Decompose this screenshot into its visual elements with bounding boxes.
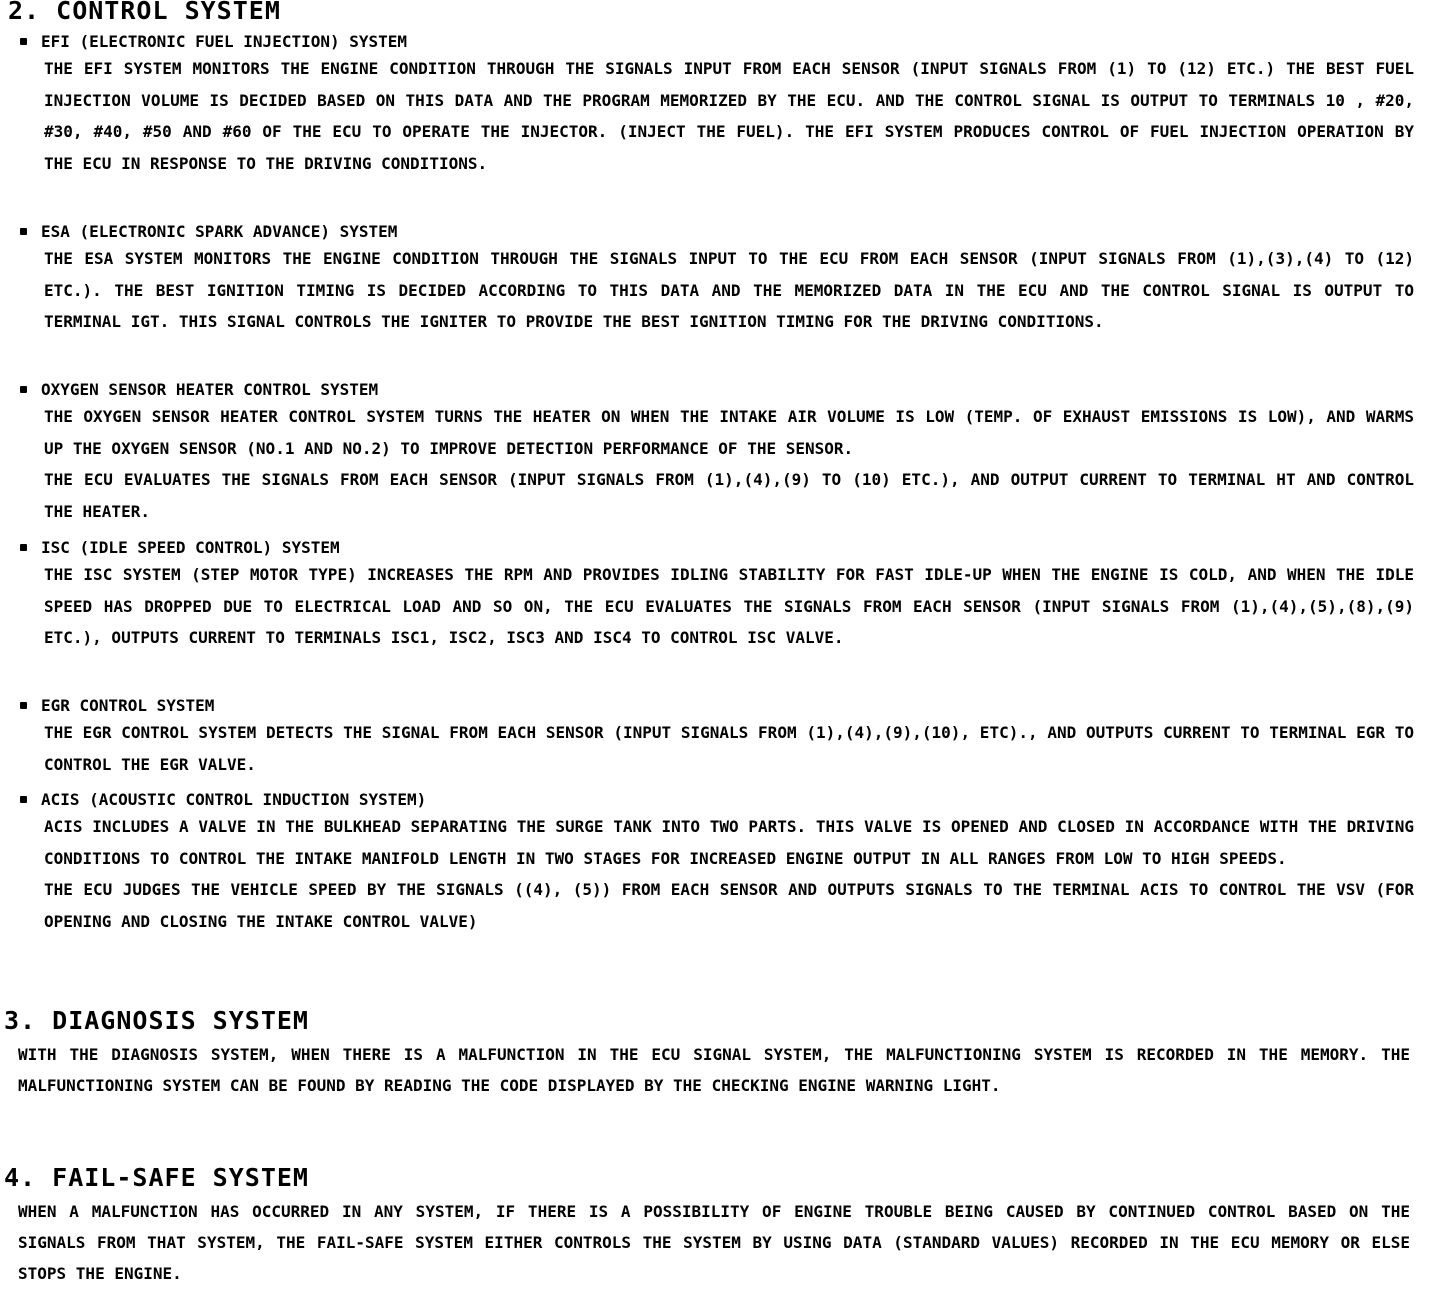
- item-paragraph: THE ISC SYSTEM (STEP MOTOR TYPE) INCREASES THE RPM AND PROVIDES IDLING STABILITY FOR FAST IDLE-UP WHEN THE ENGINE IS COLD, AND WHEN THE IDLE SPEED HAS DROPPED DUE TO ELECTRICAL LOAD AND SO ON, THE ECU EVALUATES THE SIGNALS FROM EACH SENSOR (INPUT SIGNALS FROM (1),(4),(5),(8),(9) ETC.), OUTPUTS CURRENT TO TERMINALS ISC1, ISC2, ISC3 AND ISC4 TO CONTROL ISC VALVE.: [44, 565, 1414, 647]
- item-paragraph: THE EGR CONTROL SYSTEM DETECTS THE SIGNAL FROM EACH SENSOR (INPUT SIGNALS FROM (1),(4),(9),(10), ETC)., AND OUTPUTS CURRENT TO TERMINAL EGR TO CONTROL THE EGR VALVE.: [44, 723, 1414, 774]
- section-fail-safe-system: [4, 1163, 309, 1192]
- bullet-icon: [20, 796, 27, 803]
- item-egr: [0, 696, 1414, 780]
- item-paragraph: THE EFI SYSTEM MONITORS THE ENGINE CONDITION THROUGH THE SIGNALS INPUT FROM EACH SENSOR (INPUT SIGNALS FROM (1) TO (12) ETC.) THE BEST FUEL INJECTION VOLUME IS DECIDED BASED ON THIS DATA AND THE PROGRAM MEMORIZED BY THE ECU. AND THE CONTROL SIGNAL IS OUTPUT TO TERMINALS 10 , #20, #30, #40, #50 AND #60 OF THE ECU TO OPERATE THE INJECTOR. (INJECT THE FUEL). THE EFI SYSTEM PRODUCES CONTROL OF FUEL INJECTION OPERATION BY THE ECU IN RESPONSE TO THE DRIVING CONDITIONS.: [44, 59, 1414, 173]
- item-title: OXYGEN SENSOR HEATER CONTROL SYSTEM: [20, 380, 1414, 399]
- item-title: ISC (IDLE SPEED CONTROL) SYSTEM: [20, 538, 1414, 557]
- bullet-icon: [20, 228, 27, 235]
- item-paragraph: THE ECU JUDGES THE VEHICLE SPEED BY THE SIGNALS ((4), (5)) FROM EACH SENSOR AND OUTPUTS SIGNALS TO THE TERMINAL ACIS TO CONTROL THE VSV (FOR OPENING AND CLOSING THE INTAKE CONTROL VALVE): [44, 880, 1414, 931]
- item-paragraph: THE OXYGEN SENSOR HEATER CONTROL SYSTEM TURNS THE HEATER ON WHEN THE INTAKE AIR VOLUME IS LOW (TEMP. OF EXHAUST EMISSIONS IS LOW), AND WARMS UP THE OXYGEN SENSOR (NO.1 AND NO.2) TO IMPROVE DETECTION PERFORMANCE OF THE SENSOR.: [44, 407, 1414, 458]
- item-acis: [0, 790, 1414, 937]
- item-paragraph: ACIS INCLUDES A VALVE IN THE BULKHEAD SEPARATING THE SURGE TANK INTO TWO PARTS. THIS VALVE IS OPENED AND CLOSED IN ACCORDANCE WITH THE DRIVING CONDITIONS TO CONTROL THE INTAKE MANIFOLD LENGTH IN TWO STAGES FOR INCREASED ENGINE OUTPUT IN ALL RANGES FROM LOW TO HIGH SPEEDS.: [44, 817, 1414, 868]
- section-heading: 4. FAIL-SAFE SYSTEM: [4, 1163, 309, 1192]
- item-isc: [0, 538, 1414, 654]
- bullet-icon: [20, 702, 27, 709]
- section-control-system: [8, 0, 281, 25]
- section-paragraph: WHEN A MALFUNCTION HAS OCCURRED IN ANY SYSTEM, IF THERE IS A POSSIBILITY OF ENGINE TROUBLE BEING CAUSED BY CONTINUED CONTROL BASED ON THE SIGNALS FROM THAT SYSTEM, THE FAIL-SAFE SYSTEM EITHER CONTROLS THE SYSTEM BY USING DATA (STANDARD VALUES) RECORDED IN THE ECU MEMORY OR ELSE STOPS THE ENGINE.: [18, 1202, 1410, 1283]
- section-heading: 2. CONTROL SYSTEM: [8, 0, 281, 25]
- item-oxygen-sensor-heater: [0, 380, 1414, 527]
- bullet-icon: [20, 38, 27, 45]
- section-heading: 3. DIAGNOSIS SYSTEM: [4, 1006, 309, 1035]
- item-title: EFI (ELECTRONIC FUEL INJECTION) SYSTEM: [20, 32, 1414, 51]
- item-title: ESA (ELECTRONIC SPARK ADVANCE) SYSTEM: [20, 222, 1414, 241]
- bullet-icon: [20, 544, 27, 551]
- section-paragraph: WITH THE DIAGNOSIS SYSTEM, WHEN THERE IS A MALFUNCTION IN THE ECU SIGNAL SYSTEM, THE MALFUNCTIONING SYSTEM IS RECORDED IN THE MEMORY. THE MALFUNCTIONING SYSTEM CAN BE FOUND BY READING THE CODE DISPLAYED BY THE CHECKING ENGINE WARNING LIGHT.: [18, 1045, 1410, 1095]
- item-paragraph: THE ESA SYSTEM MONITORS THE ENGINE CONDITION THROUGH THE SIGNALS INPUT TO THE ECU FROM EACH SENSOR (INPUT SIGNALS FROM (1),(3),(4) TO (12) ETC.). THE BEST IGNITION TIMING IS DECIDED ACCORDING TO THIS DATA AND THE MEMORIZED DATA IN THE ECU AND THE CONTROL SIGNAL IS OUTPUT TO TERMINAL IGT. THIS SIGNAL CONTROLS THE IGNITER TO PROVIDE THE BEST IGNITION TIMING FOR THE DRIVING CONDITIONS.: [44, 249, 1414, 331]
- item-esa: [0, 222, 1414, 338]
- item-paragraph: THE ECU EVALUATES THE SIGNALS FROM EACH SENSOR (INPUT SIGNALS FROM (1),(4),(9) TO (10) ETC.), AND OUTPUT CURRENT TO TERMINAL HT AND CONTROL THE HEATER.: [44, 470, 1414, 521]
- item-title: ACIS (ACOUSTIC CONTROL INDUCTION SYSTEM): [20, 790, 1414, 809]
- bullet-icon: [20, 386, 27, 393]
- item-efi: [0, 32, 1414, 179]
- section-diagnosis-system: [4, 1006, 309, 1035]
- item-title: EGR CONTROL SYSTEM: [20, 696, 1414, 715]
